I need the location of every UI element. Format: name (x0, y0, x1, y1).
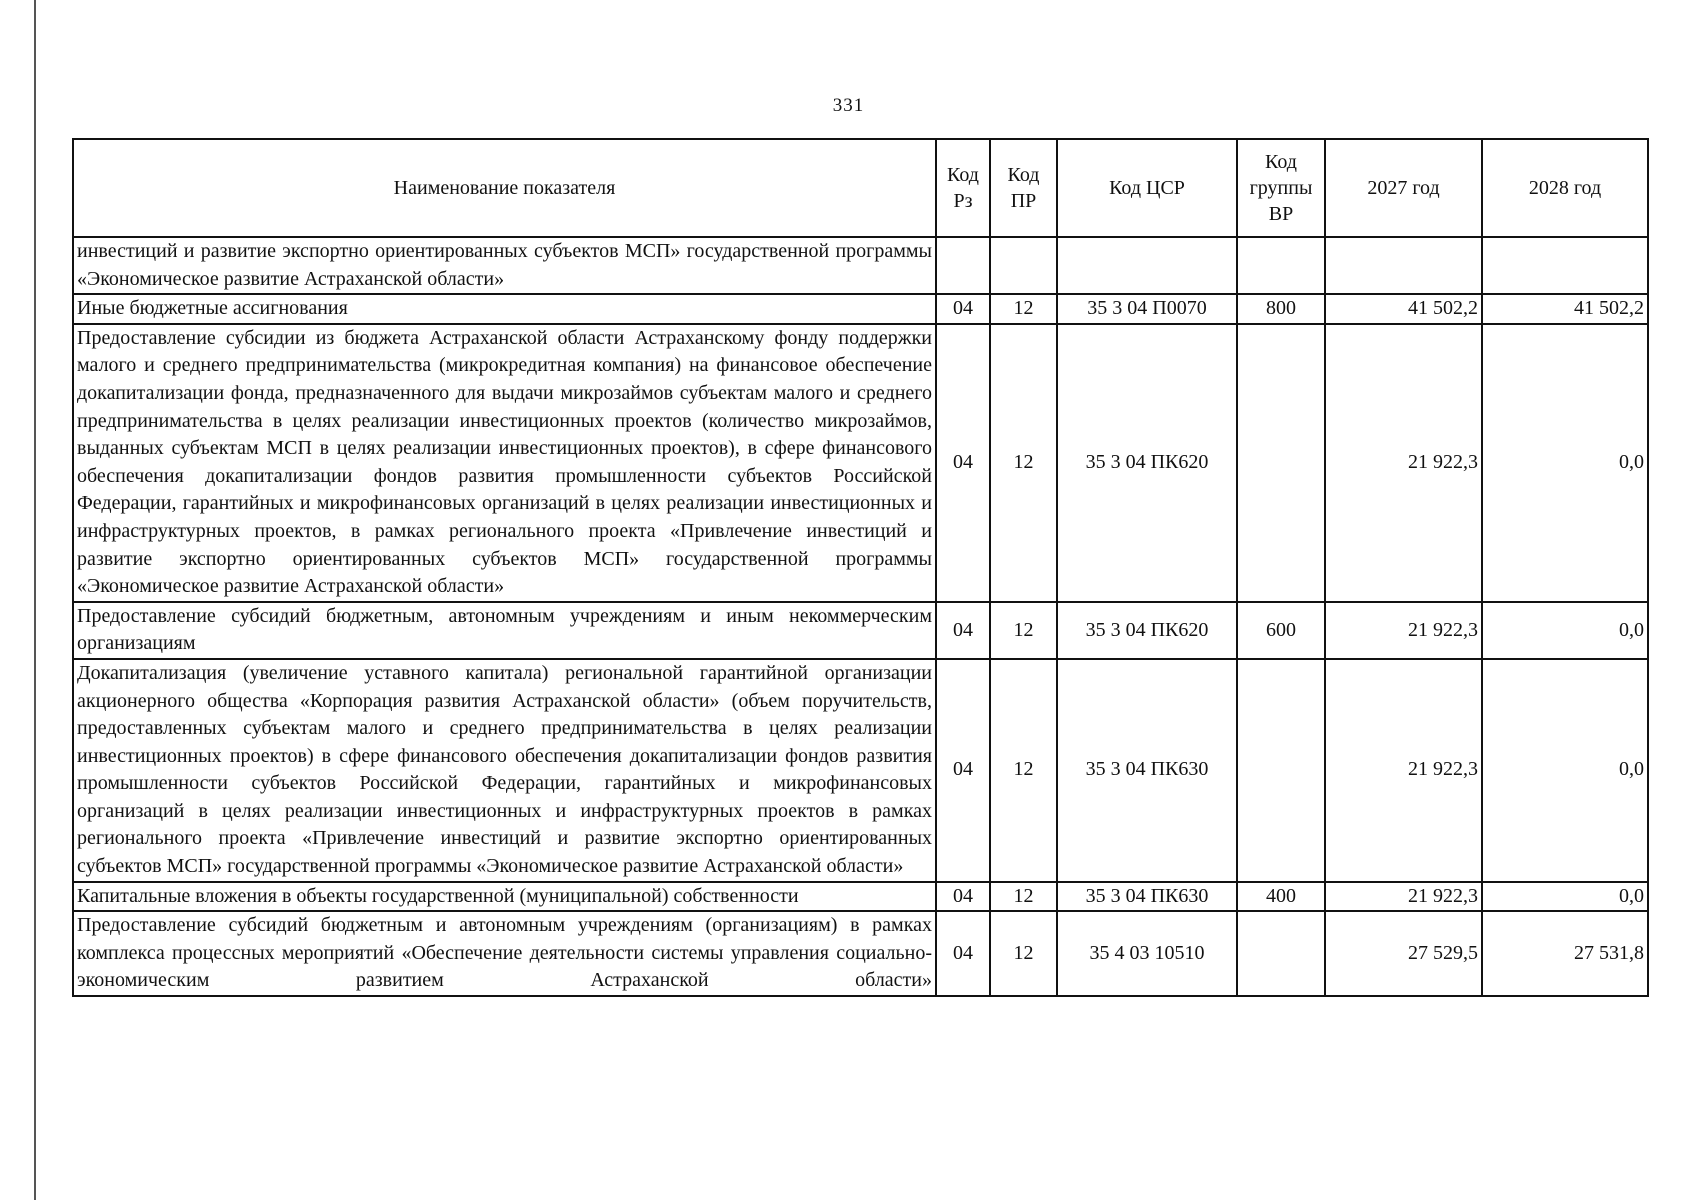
row-name: Докапитализация (увеличение уставного капитала) региональной гарантийной организации акционерного общества «Корпорация развития Астраханской области» (объем поручительств, предоставленных субъектам малого и среднего предпринимательства в целях реализации инвестиционных проектов) в сфере финансового обеспечения докапитализации фондов развития промышленности субъектов Российской Федерации, гарантийных и микрофинансовых организаций в целях реализации инвестиционных и инфраструктурных проектов в рамках регионального проекта «Привлечение инвестиций и развитие экспортно ориентированных субъектов МСП» государственной программы «Экономическое развитие Астраханской области» (73, 659, 936, 882)
header-year-2028: 2028 год (1482, 139, 1648, 237)
row-amount-2028: 0,0 (1482, 659, 1648, 882)
row-code-csr (1057, 237, 1237, 294)
scan-margin-line (34, 0, 36, 1200)
row-amount-2028 (1482, 237, 1648, 294)
row-amount-2027 (1325, 237, 1482, 294)
row-code-pr (990, 237, 1057, 294)
row-code-csr: 35 3 04 П0070 (1057, 294, 1237, 324)
table-row (73, 324, 1648, 602)
row-code-rz: 04 (936, 602, 990, 659)
row-amount-2027: 21 922,3 (1325, 882, 1482, 912)
row-code-vr (1237, 237, 1325, 294)
row-code-vr: 800 (1237, 294, 1325, 324)
row-code-vr (1237, 659, 1325, 882)
row-name: Предоставление субсидии из бюджета Астраханской области Астраханскому фонду поддержки малого и среднего предпринимательства (микрокредитная компания) на финансовое обеспечение докапитализации фонда, предназначенного для выдачи микрозаймов субъектам малого и среднего предпринимательства в целях реализации инвестиционных проектов (количество микрозаймов, выданных субъектам МСП в целях реализации инвестиционных проектов), в сфере финансового обеспечения докапитализации фондов развития промышленности субъектов Российской Федерации, гарантийных и микрофинансовых организаций в целях реализации инвестиционных и инфраструктурных проектов, в рамках регионального проекта «Привлечение инвестиций и развитие экспортно ориентированных субъектов МСП» государственной программы «Экономическое развитие Астраханской области» (73, 324, 936, 602)
row-amount-2027: 27 529,5 (1325, 911, 1482, 996)
row-code-pr: 12 (990, 659, 1057, 882)
row-amount-2028: 0,0 (1482, 882, 1648, 912)
row-code-pr: 12 (990, 882, 1057, 912)
row-code-csr: 35 3 04 ПК630 (1057, 882, 1237, 912)
row-code-rz (936, 237, 990, 294)
header-code-csr: Код ЦСР (1057, 139, 1237, 237)
row-code-pr: 12 (990, 294, 1057, 324)
row-amount-2028: 0,0 (1482, 602, 1648, 659)
row-code-csr: 35 3 04 ПК620 (1057, 602, 1237, 659)
row-code-pr: 12 (990, 324, 1057, 602)
row-code-rz: 04 (936, 659, 990, 882)
row-code-rz: 04 (936, 911, 990, 996)
row-amount-2028: 27 531,8 (1482, 911, 1648, 996)
row-code-csr: 35 4 03 10510 (1057, 911, 1237, 996)
row-amount-2028: 0,0 (1482, 324, 1648, 602)
table-row (73, 882, 1648, 912)
table-row (73, 294, 1648, 324)
header-row (73, 139, 1648, 237)
row-code-pr: 12 (990, 602, 1057, 659)
row-amount-2027: 21 922,3 (1325, 602, 1482, 659)
row-name: инвестиций и развитие экспортно ориентированных субъектов МСП» государственной программы «Экономическое развитие Астраханской области» (73, 237, 936, 294)
row-code-pr: 12 (990, 911, 1057, 996)
row-code-rz: 04 (936, 294, 990, 324)
header-name: Наименование показателя (73, 139, 936, 237)
row-code-vr: 400 (1237, 882, 1325, 912)
row-code-vr: 600 (1237, 602, 1325, 659)
row-name: Предоставление субсидий бюджетным, автономным учреждениям и иным некоммерческим организациям (73, 602, 936, 659)
header-year-2027: 2027 год (1325, 139, 1482, 237)
row-name: Капитальные вложения в объекты государственной (муниципальной) собственности (73, 882, 936, 912)
row-name: Иные бюджетные ассигнования (73, 294, 936, 324)
page-number: 331 (832, 95, 865, 116)
row-code-vr (1237, 911, 1325, 996)
row-code-rz: 04 (936, 324, 990, 602)
header-code-pr: Код ПР (990, 139, 1057, 237)
row-amount-2027: 21 922,3 (1325, 324, 1482, 602)
header-code-vr: Код группы ВР (1237, 139, 1325, 237)
row-code-vr (1237, 324, 1325, 602)
row-code-csr: 35 3 04 ПК620 (1057, 324, 1237, 602)
row-code-rz: 04 (936, 882, 990, 912)
table-row (73, 659, 1648, 882)
row-amount-2028: 41 502,2 (1482, 294, 1648, 324)
budget-table (72, 138, 1649, 997)
table-row (73, 237, 1648, 294)
row-code-csr: 35 3 04 ПК630 (1057, 659, 1237, 882)
row-amount-2027: 41 502,2 (1325, 294, 1482, 324)
header-code-rz: Код Рз (936, 139, 990, 237)
table-row (73, 602, 1648, 659)
table-row (73, 911, 1648, 996)
row-amount-2027: 21 922,3 (1325, 659, 1482, 882)
row-name: Предоставление субсидий бюджетным и автономным учреждениям (организациям) в рамках комплекса процессных мероприятий «Обеспечение деятельности системы управления социально-экономическим развитием Астраханской области» (73, 911, 936, 996)
